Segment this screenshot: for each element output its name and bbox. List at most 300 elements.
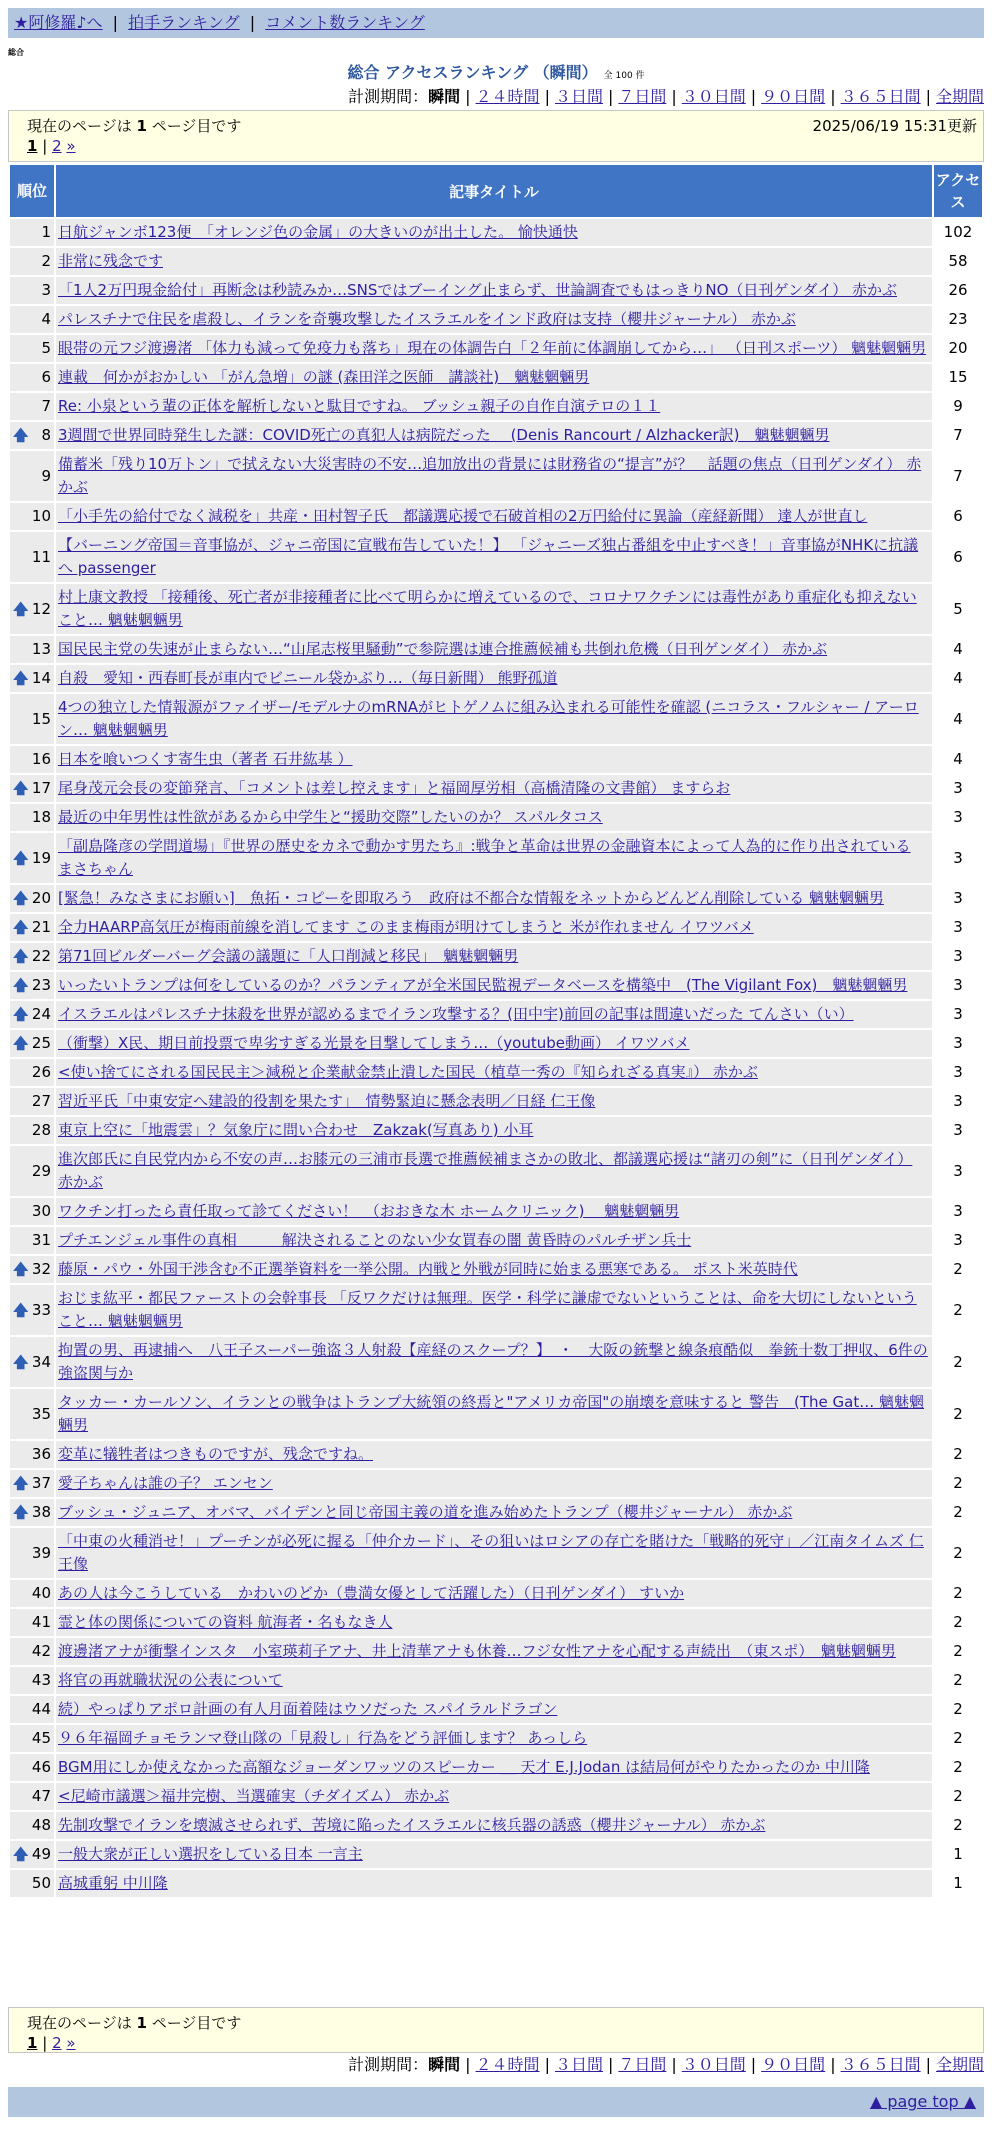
title-cell	[56, 1841, 932, 1868]
article-link[interactable]: 「中東の火種消せ！」プーチンが必死に握る「仲介カード」、その狙いはロシアの存亡を賭けた「戦略的死守」／江南タイムズ 仁王像	[58, 1532, 924, 1573]
title-cell	[56, 746, 932, 773]
table-row	[10, 1285, 982, 1335]
article-link[interactable]: 変革に犠牲者はつきものですが、残念ですね。	[58, 1445, 374, 1463]
applause-ranking-link[interactable]: 拍手ランキング	[128, 13, 240, 32]
period-option-2[interactable]: ３日間	[554, 2055, 603, 2074]
article-link[interactable]: 4つの独立した情報源がファイザー/モデルナのmRNAがヒトゲノムに組み込まれる可能性を確認 (ニコラス・フルシャー / アーロン… 魑魅魍魎男	[58, 698, 919, 739]
table-row	[10, 1337, 982, 1387]
rank-cell	[10, 833, 54, 883]
access-count: 2	[934, 1580, 982, 1607]
article-link[interactable]: 続）やっぱりアポロ計画の有人月面着陸はウソだった スパイラルドラゴン	[58, 1700, 558, 1718]
rank-cell	[10, 277, 54, 304]
article-link[interactable]: 村上康文教授 「接種後、死亡者が非接種者に比べて明らかに増えているので、コロナワクチンには毒性があり重症化も抑えないこと… 魑魅魍魎男	[58, 588, 917, 629]
rank-number: 44	[31, 1700, 51, 1718]
count-header: アクセス	[934, 165, 982, 217]
access-count: 2	[934, 1783, 982, 1810]
table-row	[10, 1227, 982, 1254]
table-row	[10, 943, 982, 970]
table-row	[10, 885, 982, 912]
table-row	[10, 1667, 982, 1694]
rank-header: 順位	[10, 165, 54, 217]
access-count: 3	[934, 775, 982, 802]
title-cell	[56, 1389, 932, 1439]
article-link[interactable]: BGM用にしか使えなかった高額なジョーダンワッツのスピーカー ＿ 天才 E.J.Jodan は結局何がやりたかったのか 中川隆	[58, 1758, 870, 1776]
rank-number: 20	[31, 889, 51, 907]
period-option-0: 瞬間	[428, 2055, 461, 2074]
title-cell	[56, 451, 932, 501]
rank-number: 19	[31, 848, 51, 867]
rank-cell	[10, 1227, 54, 1254]
article-link[interactable]: 国民民主党の失速が止まらない…“山尾志桜里騒動”で参院選は連合推薦候補も共倒れ危機（日刊ゲンダイ） 赤かぶ	[58, 640, 828, 658]
rank-up-arrow-icon: 🡅	[13, 426, 29, 444]
rank-number: 42	[31, 1642, 51, 1660]
table-row	[10, 746, 982, 773]
title-header: 記事タイトル	[56, 165, 932, 217]
access-count: 3	[934, 1088, 982, 1115]
footer-bar	[8, 2087, 984, 2117]
article-link[interactable]: 愛子ちゃんは誰の子？ エンセン	[58, 1474, 273, 1492]
rank-up-arrow-icon: 🡅	[13, 1034, 29, 1052]
rank-cell	[10, 1198, 54, 1225]
rank-number: 14	[31, 669, 51, 687]
period-separator: |	[465, 87, 471, 106]
rank-number: 48	[31, 1816, 51, 1834]
rank-number: 27	[31, 1092, 51, 1110]
article-link[interactable]: 尾身茂元会長の変節発言、「コメントは差し控えます」と福岡厚労相（高橋清隆の文書館） ますらお	[58, 779, 731, 797]
rank-cell	[10, 503, 54, 530]
rank-number: 23	[31, 976, 51, 994]
access-count: 2	[934, 1337, 982, 1387]
rank-number: 5	[41, 339, 51, 357]
section-tag: 総合	[8, 48, 24, 57]
rank-up-arrow-icon: 🡅	[13, 1005, 29, 1023]
article-link[interactable]: [緊急！みなさまにお願い] 魚拓・コピーを即取ろう 政府は不都合な情報をネットからどんどん削除している 魑魅魍魎男	[58, 889, 884, 907]
access-count: 15	[934, 364, 982, 391]
rank-number: 35	[31, 1404, 51, 1423]
table-row	[10, 451, 982, 501]
rank-cell	[10, 451, 54, 501]
article-link[interactable]: 進次郎氏に自民党内から不安の声…お膝元の三浦市長選で推薦候補まさかの敗北、都議選応援は“諸刃の剣”に（日刊ゲンダイ） 赤かぶ	[58, 1150, 913, 1191]
period-option-6[interactable]: ３６５日間	[840, 87, 921, 106]
table-row	[10, 1783, 982, 1810]
access-count: 3	[934, 1030, 982, 1057]
title-cell	[56, 636, 932, 663]
table-row	[10, 914, 982, 941]
article-link[interactable]: 第71回ビルダーバーグ会議の議題に「人口削減と移民」 魑魅魍魎男	[58, 947, 519, 965]
article-link[interactable]: ブッシュ・ジュニア、オバマ、バイデンと同じ帝国主義の道を進み始めたトランプ（櫻井ジャーナル） 赤かぶ	[58, 1503, 793, 1521]
rank-number: 41	[31, 1613, 51, 1631]
article-link[interactable]: 習近平氏「中東安定へ建設的役割を果たす」 情勢緊迫に懸念表明／日経 仁王像	[58, 1092, 596, 1110]
rank-cell	[10, 1059, 54, 1086]
article-link[interactable]: 「1人2万円現金給付」再断念は秒読みか…SNSではブーイング止まらず、世論調査でもはっきりNO（日刊ゲンダイ） 赤かぶ	[58, 281, 898, 299]
rank-number: 9	[41, 466, 51, 485]
article-link[interactable]: ワクチン打ったら責任取って診てください！ （おおきな木 ホームクリニック) 魑魅魍魎男	[58, 1202, 680, 1220]
rank-number: 50	[31, 1874, 51, 1892]
title-cell	[56, 248, 932, 275]
rank-cell	[10, 335, 54, 362]
access-count: 6	[934, 503, 982, 530]
article-link[interactable]: （衝撃）X民、期日前投票で卑劣すぎる光景を目撃してしまう…（youtube動画） イワツバメ	[58, 1034, 690, 1052]
title-cell	[56, 1146, 932, 1196]
period-option-5[interactable]: ９０日間	[761, 2055, 826, 2074]
title-cell	[56, 1030, 932, 1057]
total-count: 全 100 件	[603, 71, 645, 81]
title-cell	[56, 1198, 932, 1225]
article-link[interactable]: <尼崎市議選＞福井完樹、当選確実（チダイズム） 赤かぶ	[58, 1787, 450, 1805]
article-link[interactable]: 非常に残念です	[58, 252, 164, 270]
title-cell	[56, 885, 932, 912]
title-cell	[56, 1001, 932, 1028]
title-cell	[56, 584, 932, 634]
access-count: 2	[934, 1754, 982, 1781]
current-page-text: 現在のページは 1 ページ目です	[27, 117, 242, 135]
access-count: 7	[934, 451, 982, 501]
rank-up-arrow-icon: 🡅	[13, 1474, 29, 1492]
period-separator: |	[750, 87, 757, 106]
article-link[interactable]: パレスチナで住民を虐殺し、イランを奇襲攻撃したイスラエルをインド政府は支持（櫻井ジャーナル） 赤かぶ	[58, 310, 796, 328]
table-row	[10, 393, 982, 420]
article-link[interactable]: 日本を喰いつくす寄生虫（著者 石井紘基 ）	[58, 750, 353, 768]
rank-cell	[10, 1528, 54, 1578]
title-cell	[56, 503, 932, 530]
article-link[interactable]: 「小手先の給付でなく減税を」共産・田村智子氏 都議選応援で石破首相の2万円給付に異論（産経新聞） 達人が世直し	[58, 507, 868, 525]
access-count: 3	[934, 943, 982, 970]
article-link[interactable]: 渡邊渚アナが衝撃インスタ 小室瑛莉子アナ、井上清華アナも休養…フジ女性アナを心配する声続出 （東スポ） 魑魅魍魎男	[58, 1642, 896, 1660]
rank-cell	[10, 1256, 54, 1283]
rank-up-arrow-icon: 🡅	[13, 947, 29, 965]
access-count: 26	[934, 277, 982, 304]
period-option-1[interactable]: ２４時間	[475, 2055, 540, 2074]
table-row	[10, 1870, 982, 1897]
rank-cell	[10, 1841, 54, 1868]
title-cell	[56, 1285, 932, 1335]
access-count: 3	[934, 804, 982, 831]
rank-number: 46	[31, 1758, 51, 1776]
table-row	[10, 1441, 982, 1468]
article-link[interactable]: あの人は今こうしている かわいのどか（豊満女優として活躍した）（日刊ゲンダイ） すいか	[58, 1584, 685, 1602]
rank-number: 22	[31, 947, 51, 965]
title-cell	[56, 914, 932, 941]
rank-number: 7	[41, 397, 51, 415]
access-count: 3	[934, 1198, 982, 1225]
next-page-link[interactable]: »	[66, 137, 76, 155]
article-link[interactable]: 「副島隆彦の学問道場」『世界の歴史をカネで動かす男たち』:戦争と革命は世界の金融資本によって人為的に作り出されている まさちゃん	[58, 837, 911, 878]
title-cell	[56, 1783, 932, 1810]
rank-cell	[10, 584, 54, 634]
home-link[interactable]: ★阿修羅♪へ	[14, 13, 103, 32]
page-2-link[interactable]: 2	[52, 137, 62, 155]
title-cell	[56, 943, 932, 970]
title-cell	[56, 364, 932, 391]
access-count: 3	[934, 1059, 982, 1086]
rank-cell	[10, 1030, 54, 1057]
rank-up-arrow-icon: 🡅	[13, 1845, 29, 1863]
access-count: 2	[934, 1812, 982, 1839]
table-row	[10, 1754, 982, 1781]
rank-number: 16	[31, 750, 51, 768]
access-count: 3	[934, 1146, 982, 1196]
updated-timestamp: 2025/06/19 15:31更新	[812, 117, 977, 135]
rank-cell	[10, 1088, 54, 1115]
access-count: 7	[934, 422, 982, 449]
period-option-6[interactable]: ３６５日間	[840, 2055, 921, 2074]
table-row	[10, 1256, 982, 1283]
period-separator: |	[830, 87, 836, 106]
title-cell	[56, 1754, 932, 1781]
rank-up-arrow-icon: 🡅	[13, 1503, 29, 1521]
title-cell	[56, 1059, 932, 1086]
title-cell	[56, 1870, 932, 1897]
period-option-3[interactable]: ７日間	[618, 87, 667, 106]
rank-cell	[10, 746, 54, 773]
rank-cell	[10, 914, 54, 941]
article-link[interactable]: 拘置の男、再逮捕へ 八王子スーパー強盗３人射殺【産経のスクープ？】 ・ 大阪の銃撃と線条痕酷似 拳銃十数丁押収、6件の強盗関与か	[58, 1341, 928, 1382]
rank-number: 8	[41, 426, 51, 444]
article-link[interactable]: 連載 何かがおかしい 「がん急増」の謎 (森田洋之医師 講談社) 魑魅魍魎男	[58, 368, 590, 386]
period-label: 計測期間：	[348, 2055, 429, 2074]
access-count: 102	[934, 219, 982, 246]
rank-number: 40	[31, 1584, 51, 1602]
article-link[interactable]: 備蓄米「残り10万トン」で拭えない大災害時の不安…追加放出の背景には財務省の“提言”が？ 話題の焦点（日刊ゲンダイ） 赤かぶ	[58, 455, 922, 496]
title-cell	[56, 1256, 932, 1283]
page-1-current: 1	[27, 137, 38, 155]
article-link[interactable]: いったいトランプは何をしているのか？パランティアが全米国民監視データベースを構築中 (The Vigilant Fox) 魑魅魍魎男	[58, 976, 908, 994]
rank-number: 17	[31, 779, 51, 797]
rank-up-arrow-icon: 🡅	[13, 1352, 29, 1371]
rank-number: 3	[41, 281, 51, 299]
access-count: 3	[934, 885, 982, 912]
rank-number: 37	[31, 1474, 51, 1492]
rank-cell	[10, 775, 54, 802]
table-header-row	[10, 165, 982, 217]
rank-cell	[10, 1783, 54, 1810]
table-row	[10, 277, 982, 304]
period-option-2[interactable]: ３日間	[554, 87, 603, 106]
table-row	[10, 1146, 982, 1196]
rank-cell	[10, 248, 54, 275]
title-cell	[56, 1528, 932, 1578]
article-link[interactable]: 自殺 愛知・西春町長が車内でビニール袋かぶり…（毎日新聞） 熊野孤道	[58, 669, 558, 687]
rank-cell	[10, 1146, 54, 1196]
period-option-5[interactable]: ９０日間	[761, 87, 826, 106]
table-row	[10, 1609, 982, 1636]
page-title	[0, 60, 992, 83]
rank-cell	[10, 1667, 54, 1694]
article-link[interactable]: 高城重躬 中川隆	[58, 1874, 168, 1892]
access-count: 3	[934, 1001, 982, 1028]
article-link[interactable]: Re: 小泉という輩の正体を解析しないと駄目ですね。 ブッシュ親子の自作自演テロの１１	[58, 397, 661, 415]
article-link[interactable]: ９６年福岡チョモランマ登山隊の「見殺し」行為をどう評価します？ あっしら	[58, 1729, 588, 1747]
access-count: 58	[934, 248, 982, 275]
rank-number: 24	[31, 1005, 51, 1023]
period-option-7[interactable]: 全期間	[935, 87, 984, 106]
title-cell	[56, 1441, 932, 1468]
access-count: 3	[934, 972, 982, 999]
access-count: 2	[934, 1725, 982, 1752]
rank-number: 2	[41, 252, 51, 270]
rank-number: 43	[31, 1671, 51, 1689]
article-link[interactable]: おじま紘平・都民ファーストの会幹事長 「反ワクだけは無理。医学・科学に謙虚でないということは、命を大切にしないということ… 魑魅魍魎男	[58, 1289, 917, 1330]
title-cell	[56, 1470, 932, 1497]
access-count: 2	[934, 1667, 982, 1694]
access-count: 2	[934, 1285, 982, 1335]
period-option-7[interactable]: 全期間	[935, 2055, 984, 2074]
table-row	[10, 1725, 982, 1752]
rank-number: 1	[41, 223, 51, 241]
rank-up-arrow-icon: 🡅	[13, 669, 29, 687]
title-cell	[56, 833, 932, 883]
period-separator: |	[925, 87, 931, 106]
title-cell	[56, 972, 932, 999]
rank-up-arrow-icon: 🡅	[13, 1260, 29, 1278]
title-cell	[56, 1499, 932, 1526]
ranking-title: 総合 アクセスランキング （瞬間）	[347, 63, 598, 82]
page-1-current: 1	[27, 2034, 38, 2052]
rank-cell	[10, 1441, 54, 1468]
rank-number: 13	[31, 640, 51, 658]
period-separator: |	[671, 87, 677, 106]
period-separator: |	[607, 87, 614, 106]
page-top-link[interactable]: ▲ page top ▲	[869, 2092, 976, 2111]
rank-cell	[10, 1580, 54, 1607]
next-page-link[interactable]: »	[66, 2034, 76, 2052]
rank-number: 31	[31, 1231, 51, 1249]
access-count: 4	[934, 665, 982, 692]
article-link[interactable]: 全力HAARP高気圧が梅雨前線を消してます このまま梅雨が明けてしまうと 米が作れません イワツバメ	[58, 918, 754, 936]
table-row	[10, 335, 982, 362]
title-cell	[56, 335, 932, 362]
rank-cell	[10, 943, 54, 970]
title-cell	[56, 1725, 932, 1752]
table-row	[10, 1198, 982, 1225]
title-cell	[56, 665, 932, 692]
rank-cell	[10, 364, 54, 391]
period-option-4[interactable]: ３０日間	[681, 87, 746, 106]
rank-number: 30	[31, 1202, 51, 1220]
period-option-3[interactable]: ７日間	[618, 2055, 667, 2074]
rank-cell	[10, 1470, 54, 1497]
title-cell	[56, 775, 932, 802]
article-link[interactable]: 3週間で世界同時発生した謎：COVID死亡の真犯人は病院だった (Denis Rancourt / Alzhacker訳) 魑魅魍魎男	[58, 426, 830, 444]
rank-number: 15	[31, 709, 51, 728]
rank-cell	[10, 1389, 54, 1439]
title-cell	[56, 1580, 932, 1607]
period-separator: |	[830, 2055, 836, 2074]
rank-cell	[10, 1499, 54, 1526]
rank-number: 18	[31, 808, 51, 826]
article-link[interactable]: 霊と体の関係についての資料 航海者・名もなき人	[58, 1613, 393, 1631]
access-count: 2	[934, 1441, 982, 1468]
access-count: 20	[934, 335, 982, 362]
table-row	[10, 775, 982, 802]
rank-cell	[10, 665, 54, 692]
access-count: 3	[934, 1117, 982, 1144]
rank-number: 39	[31, 1543, 51, 1562]
access-count: 5	[934, 584, 982, 634]
title-cell	[56, 422, 932, 449]
rank-cell	[10, 1609, 54, 1636]
rank-up-arrow-icon: 🡅	[13, 976, 29, 994]
rank-number: 12	[31, 599, 51, 618]
article-link[interactable]: 藤原・パウ・外国干渉含む不正選挙資料を一挙公開。内戦と外戦が同時に始まる悪寒である。 ポスト米英時代	[58, 1260, 798, 1278]
table-row	[10, 1001, 982, 1028]
article-link[interactable]: タッカー・カールソン、イランとの戦争はトランプ大統領の終焉と"アメリカ帝国"の崩壊を意味すると 警告 (The Gat… 魑魅魍魎男	[58, 1393, 925, 1434]
table-row	[10, 1812, 982, 1839]
table-row	[10, 804, 982, 831]
rank-number: 11	[31, 547, 51, 566]
period-label: 計測期間：	[348, 87, 429, 106]
article-link[interactable]: 将官の再就職状況の公表について	[58, 1671, 283, 1689]
rank-cell	[10, 804, 54, 831]
access-count: 4	[934, 636, 982, 663]
rank-cell	[10, 393, 54, 420]
rank-number: 36	[31, 1445, 51, 1463]
page-info-bottom	[8, 2007, 984, 2053]
table-row	[10, 1696, 982, 1723]
title-cell	[56, 694, 932, 744]
article-link[interactable]: イスラエルはパレスチナ抹殺を世界が認めるまでイラン攻撃する？(田中宇)前回の記事は間違いだった てんさい（い）	[58, 1005, 854, 1023]
rank-number: 49	[31, 1845, 51, 1863]
table-row	[10, 694, 982, 744]
access-count: 2	[934, 1389, 982, 1439]
page-2-link[interactable]: 2	[52, 2034, 62, 2052]
rank-cell	[10, 422, 54, 449]
rank-cell	[10, 1696, 54, 1723]
title-cell	[56, 1088, 932, 1115]
rank-up-arrow-icon: 🡅	[13, 848, 29, 867]
article-link[interactable]: 一般大衆が正しい選択をしている日本 一言主	[58, 1845, 363, 1863]
access-count: 4	[934, 694, 982, 744]
title-cell	[56, 1696, 932, 1723]
rank-number: 21	[31, 918, 51, 936]
article-link[interactable]: 最近の中年男性は性欲があるから中学生と“援助交際”したいのか？ スパルタコス	[58, 808, 603, 826]
article-link[interactable]: 【バーニング帝国＝音事協が、ジャニ帝国に宣戦布告していた！】 「ジャニーズ独占番組を中止すべき！」音事協がNHKに抗議へ passenger	[58, 536, 919, 577]
top-nav-bar	[8, 8, 984, 38]
table-row	[10, 1638, 982, 1665]
pagination: 1 | 2 »	[27, 2034, 76, 2052]
pagination: 1 | 2 »	[27, 137, 76, 155]
article-link[interactable]: <使い捨てにされる国民民主＞減税と企業献金禁止潰した国民（植草一秀の『知られざる真実』） 赤かぶ	[58, 1063, 758, 1081]
article-link[interactable]: 先制攻撃でイランを壊滅させられず、苦境に陥ったイスラエルに核兵器の誘惑（櫻井ジャーナル） 赤かぶ	[58, 1816, 766, 1834]
rank-number: 6	[41, 368, 51, 386]
rank-up-arrow-icon: 🡅	[13, 779, 29, 797]
table-row	[10, 1389, 982, 1439]
access-count: 1	[934, 1841, 982, 1868]
access-count: 2	[934, 1256, 982, 1283]
table-row	[10, 1030, 982, 1057]
table-row	[10, 1470, 982, 1497]
rank-up-arrow-icon: 🡅	[13, 918, 29, 936]
article-link[interactable]: プチエンジェル事件の真相 解決されることのない少女買春の闇 黄昏時のパルチザン兵士	[58, 1231, 692, 1249]
rank-cell	[10, 1337, 54, 1387]
period-option-1[interactable]: ２４時間	[475, 87, 540, 106]
access-count: 1	[934, 1870, 982, 1897]
rank-cell	[10, 1725, 54, 1752]
title-cell	[56, 804, 932, 831]
table-row	[10, 1117, 982, 1144]
table-row	[10, 422, 982, 449]
table-row	[10, 306, 982, 333]
article-link[interactable]: 眼帯の元フジ渡邊渚 「体力も減って免疫力も落ち」現在の体調告白「２年前に体調崩してから…」 （日刊スポーツ） 魑魅魍魎男	[58, 339, 927, 357]
article-link[interactable]: 日航ジャンボ123便 「オレンジ色の金属」の大きいのが出土した。 愉快通快	[58, 223, 578, 241]
rank-number: 32	[31, 1260, 51, 1278]
rank-number: 38	[31, 1503, 51, 1521]
comment-ranking-link[interactable]: コメント数ランキング	[265, 13, 425, 32]
period-option-4[interactable]: ３０日間	[681, 2055, 746, 2074]
title-cell	[56, 277, 932, 304]
rank-number: 47	[31, 1787, 51, 1805]
article-link[interactable]: 東京上空に「地震雲」？気象庁に問い合わせ Zakzak(写真あり) 小耳	[58, 1121, 534, 1139]
